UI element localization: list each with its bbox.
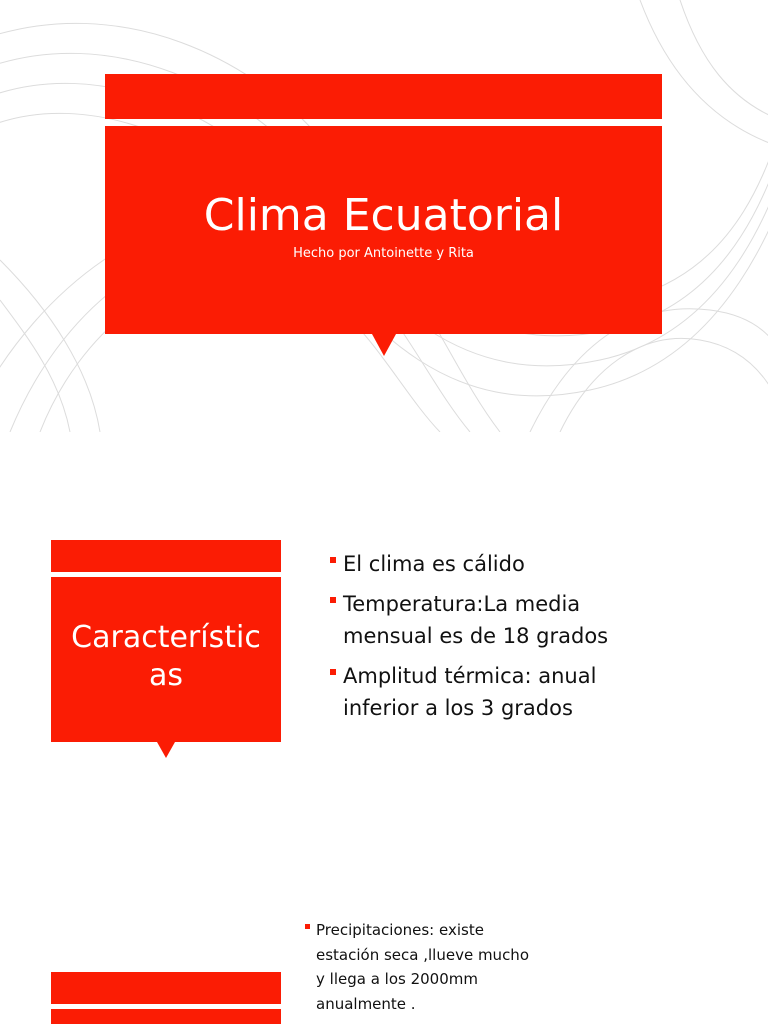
slide-precipitaciones [0,864,768,1024]
bullet-text: El clima es cálido [343,552,525,576]
section-heading: Características [71,620,261,693]
list-item [330,548,630,580]
bullet-square-icon [330,669,336,675]
list-item [330,588,630,652]
bullet-square-icon [330,557,336,563]
slide-subtitle-text: Hecho por Antoinette y Rita [293,246,474,261]
section-card [51,577,281,742]
slide-title [0,0,768,432]
slide-caracteristicas [0,432,768,864]
bullet-list [330,548,630,732]
title-card [105,126,662,334]
bullet-text: Temperatura:La media mensual es de 18 grados [343,592,609,648]
bullet-text: Precipitaciones: existe estación seca ,llueve mucho y llega a los 2000mm anualmente . [316,921,529,1013]
bullet-square-icon [305,924,310,929]
bullet-square-icon [330,597,336,603]
slide-title-text: Clima Ecuatorial [203,190,564,241]
list-item [330,660,630,724]
title-card-pointer [372,334,396,356]
section-card-top-bar [51,972,281,1004]
title-card-top-bar [105,74,662,119]
bullet-text: Amplitud térmica: anual inferior a los 3 grados [343,664,597,720]
section-card-pointer [157,742,175,758]
section-card [51,1009,281,1024]
bullet-list [305,918,535,1016]
section-card-top-bar [51,540,281,572]
list-item [305,918,535,1016]
